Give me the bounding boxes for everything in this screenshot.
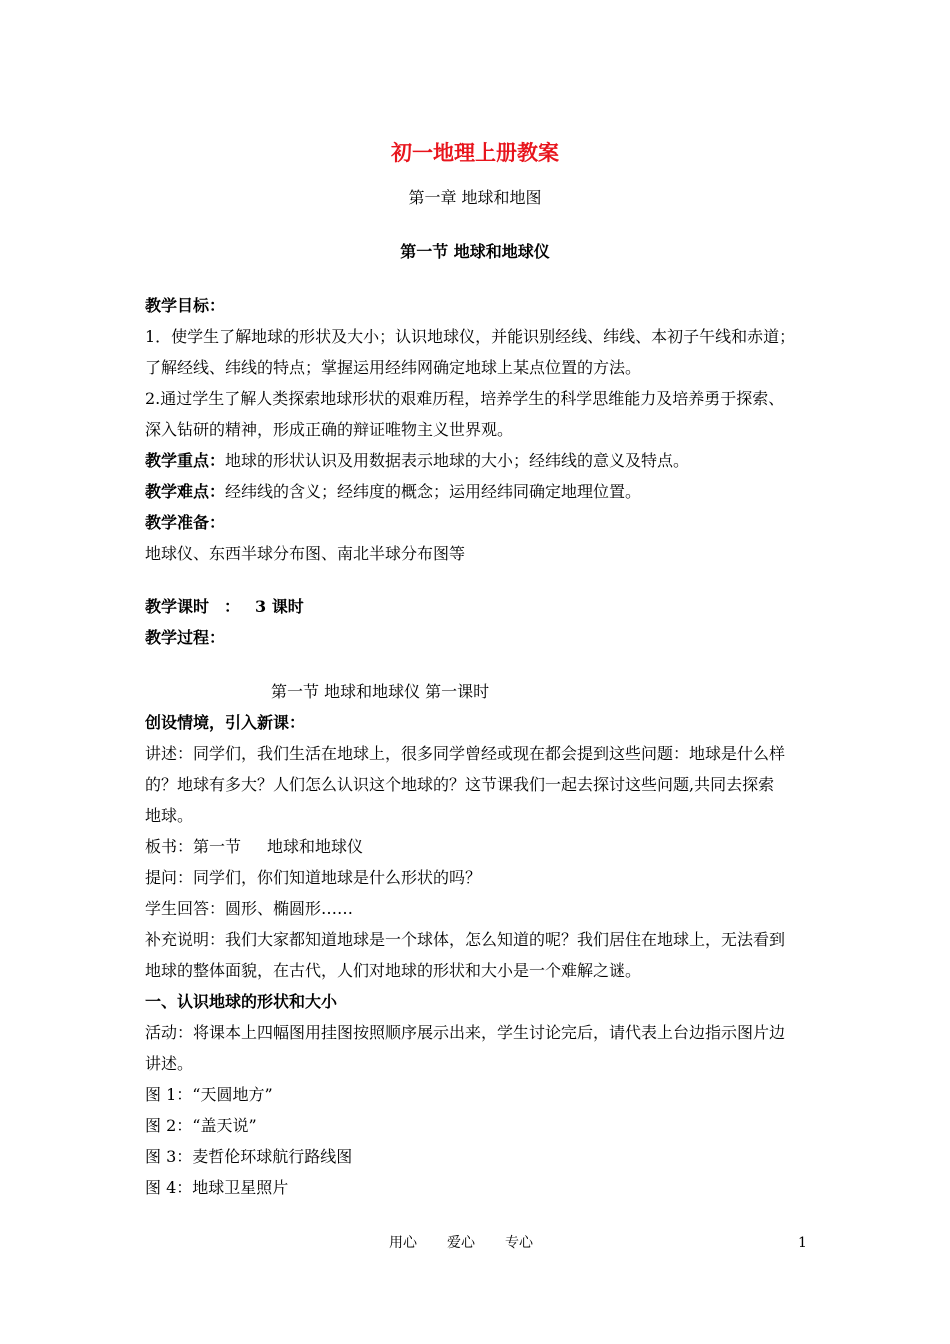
blackboard-label: 板书：第一节 xyxy=(145,837,242,856)
footer-motto xyxy=(389,1234,533,1252)
chapter-heading: 第一章 地球和地图 xyxy=(408,188,542,207)
objectives-label: 教学目标： xyxy=(145,296,226,315)
difficult-points-row xyxy=(145,482,641,502)
lesson-hours-row xyxy=(145,597,304,617)
question-line: 提问：同学们，你们知道地球是什么形状的吗？ xyxy=(145,868,482,887)
objective-2-line-1: 2.通过学生了解人类探索地球形状的艰难历程，培养学生的科学思维能力及培养勇于探索、 xyxy=(145,389,785,408)
preparation-label: 教学准备： xyxy=(145,513,226,532)
figure-2-caption: 图 2：“盖天说” xyxy=(145,1116,257,1135)
footer-motto-1: 用心 xyxy=(389,1235,417,1251)
objective-2-line-2: 深入钻研的精神，形成正确的辩证唯物主义世界观。 xyxy=(145,420,514,439)
key-points-label: 教学重点： xyxy=(145,451,226,470)
footer-motto-3: 专心 xyxy=(505,1235,533,1251)
preparation-text: 地球仪、东西半球分布图、南北半球分布图等 xyxy=(145,544,466,563)
part-heading: 一、认识地球的形状和大小 xyxy=(145,992,338,1011)
answer-line: 学生回答：圆形、椭圆形…… xyxy=(145,899,354,918)
lesson-hours-label: 教学课时 xyxy=(145,597,210,616)
lesson-heading: 第一节 地球和地球仪 第一课时 xyxy=(271,682,490,701)
figure-1-caption: 图 1：“天圆地方” xyxy=(145,1085,273,1104)
intro-heading: 创设情境，引入新课： xyxy=(145,713,306,732)
activity-line-2: 讲述。 xyxy=(145,1054,194,1073)
key-points-row xyxy=(145,451,689,471)
activity-line-1: 活动：将课本上四幅图用挂图按照顺序展示出来，学生讨论完后，请代表上台边指示图片边 xyxy=(145,1023,786,1042)
talk-line-2: 的？地球有多大？人们怎么认识这个地球的？这节课我们一起去探讨这些问题,共同去探索 xyxy=(145,775,775,794)
blackboard-row xyxy=(145,837,363,857)
document-title: 初一地理上册教案 xyxy=(391,140,559,165)
key-points-text: 地球的形状认识及用数据表示地球的大小；经纬线的意义及特点。 xyxy=(225,451,690,470)
supplement-line-1: 补充说明：我们大家都知道地球是一个球体，怎么知道的呢？我们居住在地球上，无法看到 xyxy=(145,930,786,949)
objective-1-line-2: 了解经线、纬线的特点；掌握运用经纬网确定地球上某点位置的方法。 xyxy=(145,358,642,377)
lesson-hours-value: 3 课时 xyxy=(255,597,304,616)
supplement-line-2: 地球的整体面貌，在古代，人们对地球的形状和大小是一个难解之谜。 xyxy=(145,961,642,980)
talk-line-1: 讲述：同学们，我们生活在地球上，很多同学曾经或现在都会提到这些问题：地球是什么样 xyxy=(145,744,786,763)
blackboard-text: 地球和地球仪 xyxy=(267,837,364,856)
process-label: 教学过程： xyxy=(145,628,226,647)
objective-1-line-1: 1．使学生了解地球的形状及大小；认识地球仪，并能识别经线、纬线、本初子午线和赤道； xyxy=(145,327,796,346)
footer-motto-2: 爱心 xyxy=(447,1235,475,1251)
figure-4-caption: 图 4：地球卫星照片 xyxy=(145,1178,289,1197)
figure-3-caption: 图 3：麦哲伦环球航行路线图 xyxy=(145,1147,353,1166)
difficult-points-text: 经纬线的含义；经纬度的概念；运用经纬同确定地理位置。 xyxy=(225,482,642,501)
page-number: 1 xyxy=(798,1235,807,1251)
section-heading: 第一节 地球和地球仪 xyxy=(400,242,550,261)
difficult-points-label: 教学难点： xyxy=(145,482,226,501)
talk-line-3: 地球。 xyxy=(145,806,194,825)
lesson-hours-separator: ： xyxy=(224,597,241,616)
